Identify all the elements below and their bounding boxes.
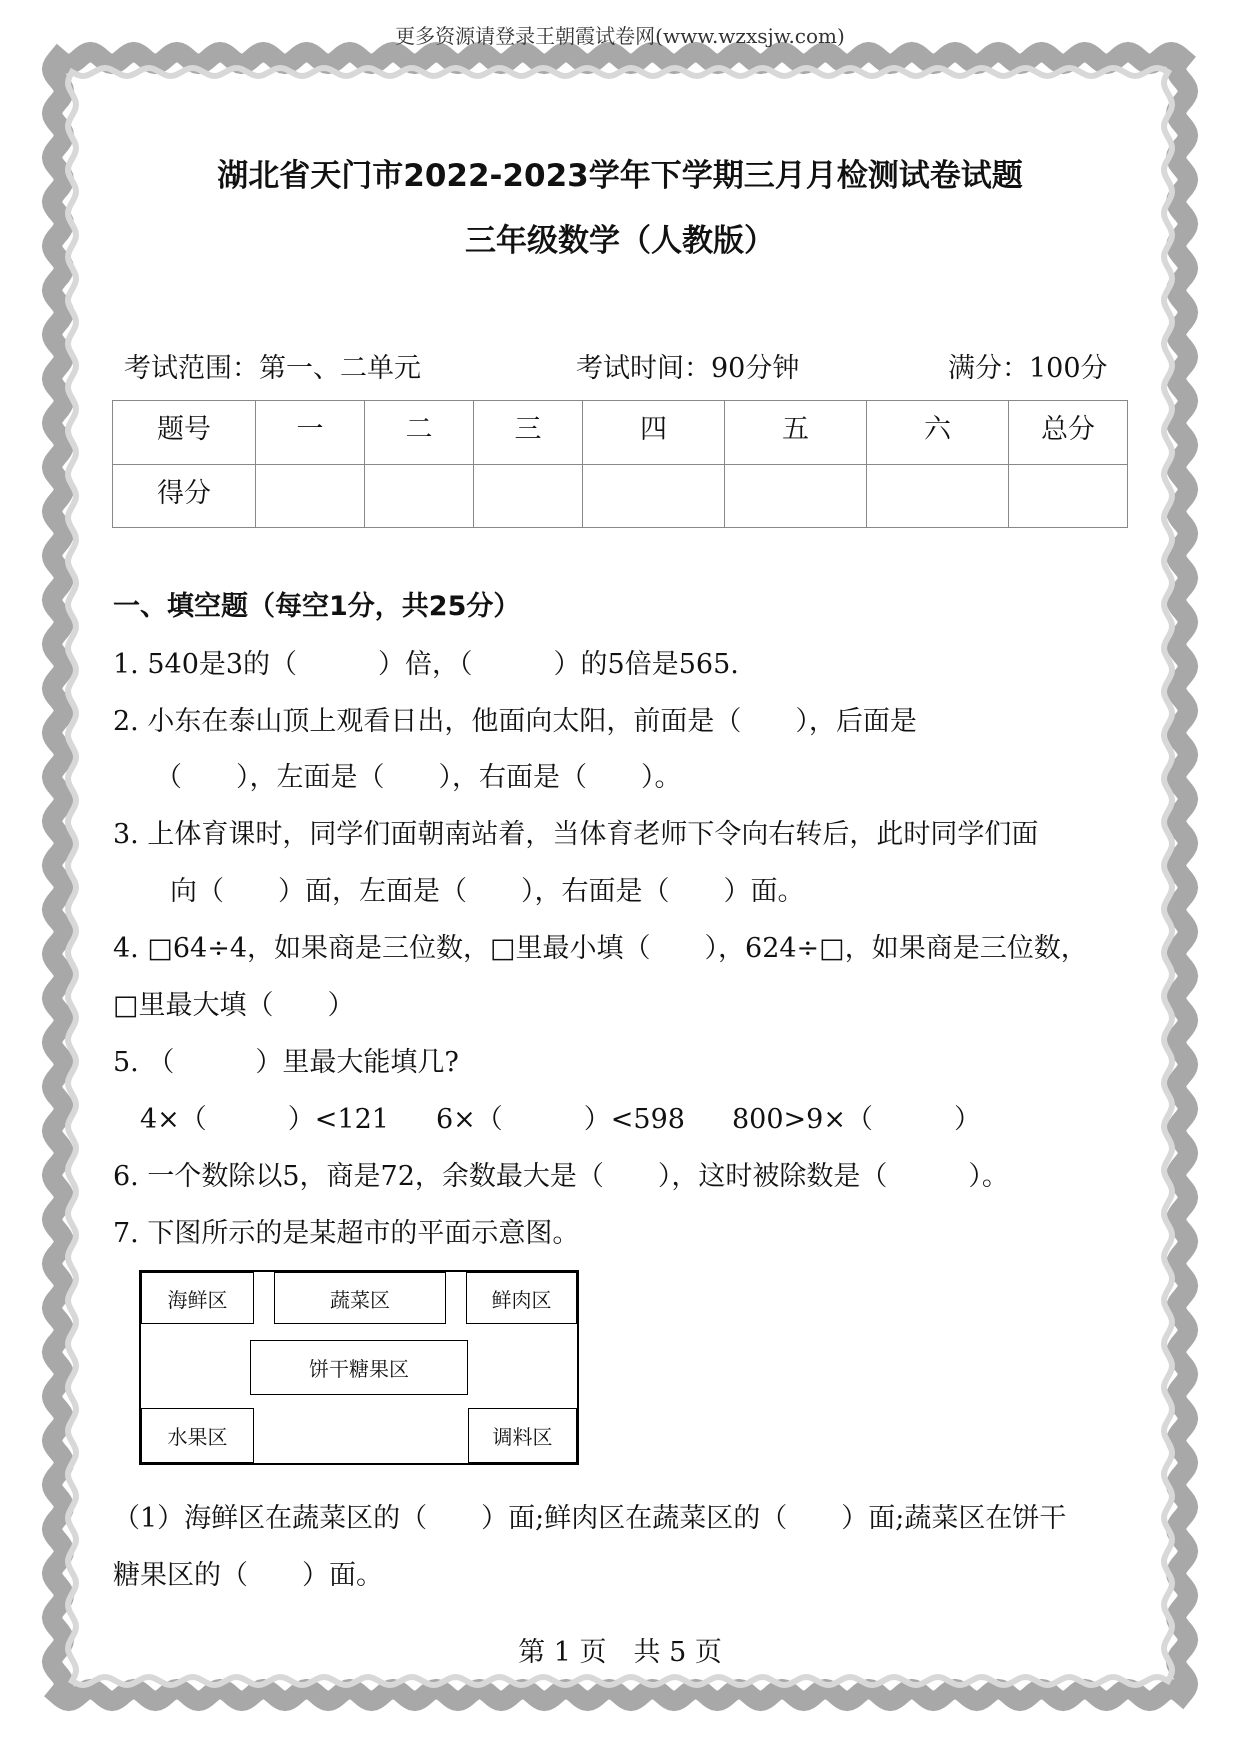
question-3-line-1: 3. 上体育课时，同学们面朝南站着，当体育老师下令向右转后，此时同学们面 (113, 819, 1039, 850)
question-4-line-2: □里最大填（ ） (113, 990, 355, 1021)
score-cell (1009, 464, 1128, 528)
question-4-line-1: 4. □64÷4，如果商是三位数，□里最小填（ ），624÷□，如果商是三位数， (113, 933, 1088, 964)
full-score: 满分：100分 (948, 353, 1108, 384)
score-table-header-row (113, 401, 1128, 465)
map-vegetable-zone: 蔬菜区 (274, 1272, 446, 1324)
score-table-header: 三 (474, 401, 583, 465)
map-biscuit-candy-zone: 饼干糖果区 (250, 1340, 468, 1395)
question-6: 6. 一个数除以5，商是72，余数最大是（ ），这时被除数是（ ）。 (113, 1161, 1009, 1192)
score-cell (725, 464, 867, 528)
exam-time: 考试时间：90分钟 (576, 353, 800, 384)
page-footer: 第 1 页 共 5 页 (518, 1637, 722, 1668)
score-cell (474, 464, 583, 528)
page-title: 湖北省天门市2022-2023学年下学期三月月检测试卷试题 (217, 158, 1023, 194)
score-table-header: 六 (867, 401, 1009, 465)
score-table-header: 二 (365, 401, 474, 465)
question-5-item-2: 6×（ ）<598 (436, 1104, 685, 1135)
score-table-header: 一 (256, 401, 365, 465)
question-2-line-2: （ ），左面是（ ），右面是（ ）。 (155, 762, 682, 793)
map-fruit-zone: 水果区 (141, 1408, 254, 1463)
score-table-header: 四 (583, 401, 725, 465)
supermarket-map (139, 1270, 579, 1465)
exam-scope: 考试范围：第一、二单元 (124, 353, 421, 384)
score-row-label: 得分 (113, 464, 256, 528)
section-1-title: 一、填空题（每空1分，共25分） (113, 591, 521, 622)
map-seafood-zone: 海鲜区 (141, 1272, 254, 1324)
map-meat-zone: 鲜肉区 (466, 1272, 577, 1324)
question-7-1-line-1: （1）海鲜区在蔬菜区的（ ）面;鲜肉区在蔬菜区的（ ）面;蔬菜区在饼干 (113, 1503, 1067, 1534)
question-5: 5. （ ）里最大能填几? (113, 1047, 459, 1078)
score-table-header: 总分 (1009, 401, 1128, 465)
score-table-score-row (113, 464, 1128, 528)
page-subtitle: 三年级数学（人教版） (465, 223, 775, 259)
question-2-line-1: 2. 小东在泰山顶上观看日出，他面向太阳，前面是（ ），后面是 (113, 706, 917, 737)
question-7-1-line-2: 糖果区的（ ）面。 (113, 1560, 383, 1591)
question-5-item-1: 4×（ ）<121 (140, 1104, 389, 1135)
score-cell (867, 464, 1009, 528)
score-cell (365, 464, 474, 528)
header-watermark: 更多资源请登录王朝霞试卷网(www.wzxsjw.com) (395, 24, 845, 48)
score-table-header: 五 (725, 401, 867, 465)
question-3-line-2: 向（ ）面，左面是（ ），右面是（ ）面。 (170, 876, 805, 907)
score-cell (583, 464, 725, 528)
question-7: 7. 下图所示的是某超市的平面示意图。 (113, 1218, 580, 1249)
score-table (112, 400, 1128, 528)
question-5-item-3: 800>9×（ ） (732, 1104, 981, 1135)
score-cell (256, 464, 365, 528)
question-1: 1. 540是3的（ ）倍，（ ）的5倍是565. (113, 649, 739, 680)
map-seasoning-zone: 调料区 (468, 1408, 577, 1463)
score-table-header: 题号 (113, 401, 256, 465)
